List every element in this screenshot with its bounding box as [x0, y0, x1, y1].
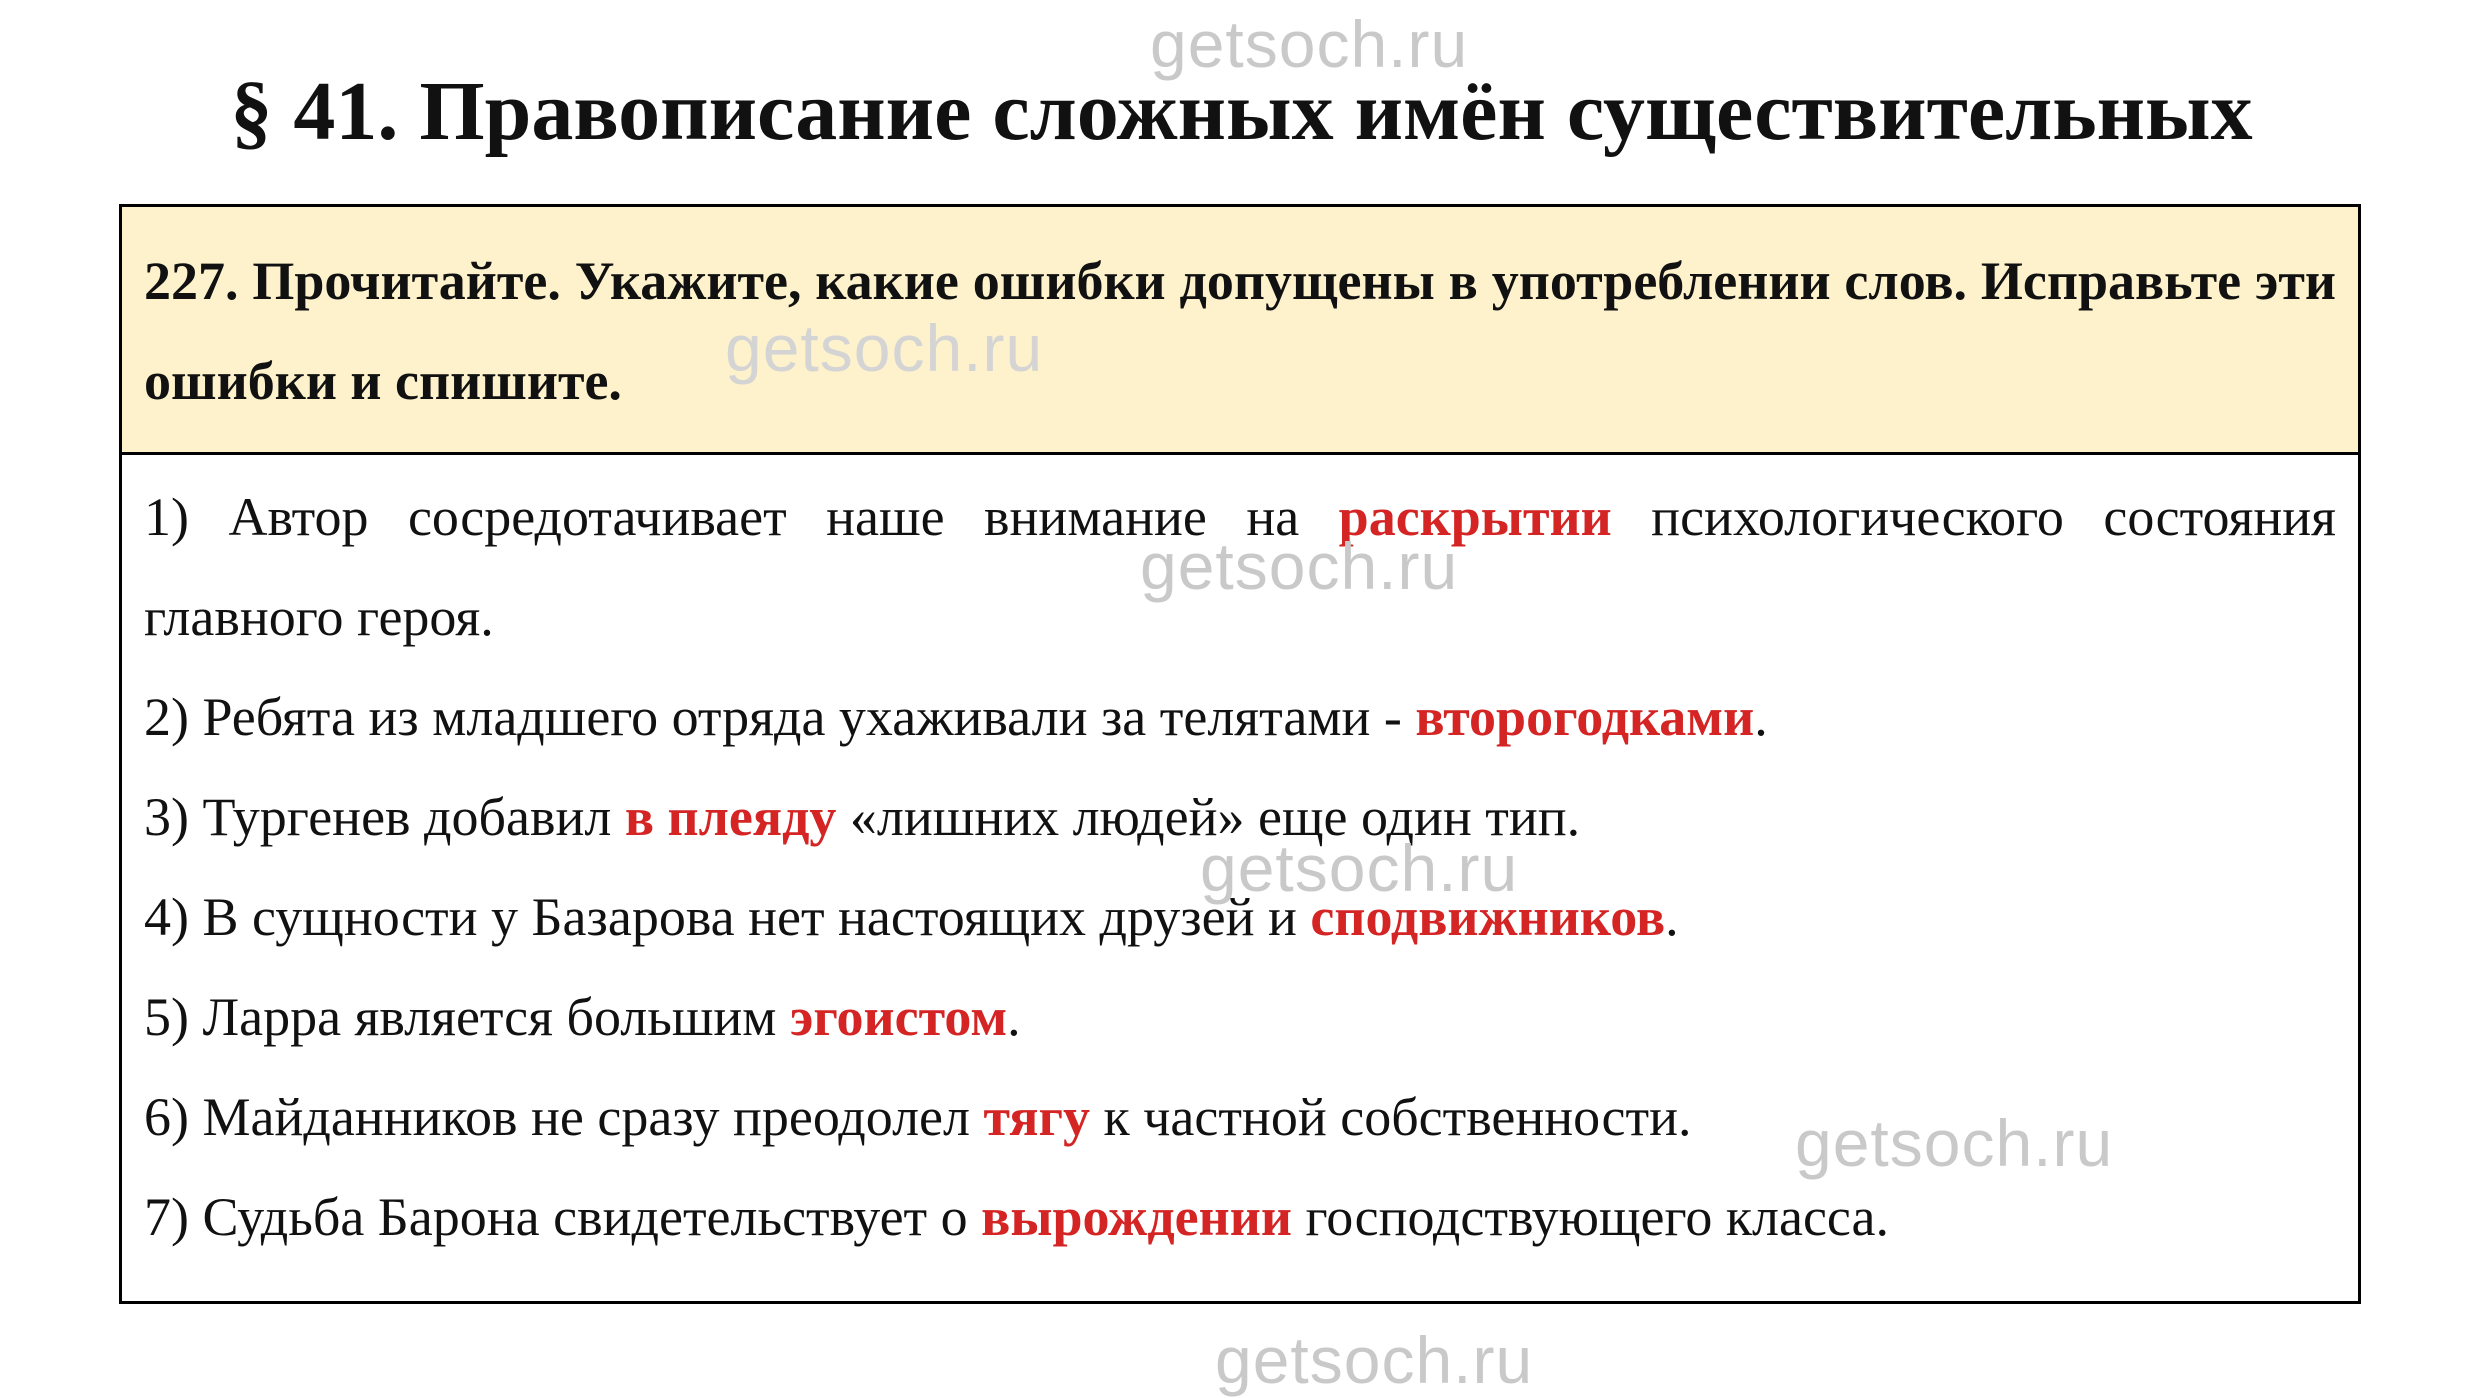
page-title: § 41. Правописание сложных имён существительных: [230, 65, 2253, 158]
exercise-box: [119, 204, 2361, 1304]
sentence-7: 7) Судьба Барона свидетельствует о вырождении господствующего класса.: [144, 1187, 1890, 1247]
exercise-prompt: 227. Прочитайте. Укажите, какие ошибки допущены в употреблении слов. Исправьте эти ошибки и спишите.: [144, 251, 2336, 411]
highlighted-word: второгодками: [1415, 687, 1755, 747]
sentence-4: 4) В сущности у Базарова нет настоящих друзей и сподвижников.: [144, 887, 1679, 947]
sentence-2: 2) Ребята из младшего отряда ухаживали за телятами - второгодками.: [144, 687, 1768, 747]
sentence-1: 1) Автор сосредотачивает наше внимание на раскрытии психологического состояния главного героя.: [144, 487, 2336, 647]
watermark: getsoch.ru: [1795, 1106, 2114, 1180]
watermark: getsoch.ru: [1150, 7, 1469, 81]
exercise-header: [122, 207, 2358, 455]
sentence-6: 6) Майданников не сразу преодолел тягу к частной собственности.: [144, 1087, 1692, 1147]
highlighted-word: эгоистом: [789, 987, 1008, 1047]
watermark: getsoch.ru: [1200, 831, 1519, 905]
exercise-body: [122, 455, 2358, 1267]
highlighted-word: тягу: [983, 1087, 1090, 1147]
highlighted-word: сподвижников: [1310, 887, 1666, 947]
sentence-3: 3) Тургенев добавил в плеяду «лишних людей» еще один тип.: [144, 787, 1581, 847]
watermark: getsoch.ru: [1215, 1323, 1534, 1397]
sentence-5: 5) Ларра является большим эгоистом.: [144, 987, 1021, 1047]
highlighted-word: в плеяду: [624, 787, 837, 847]
highlighted-word: раскрытии: [1338, 487, 1612, 547]
highlighted-word: вырождении: [981, 1187, 1292, 1247]
watermark: getsoch.ru: [1140, 529, 1459, 603]
watermark: getsoch.ru: [725, 311, 1044, 385]
